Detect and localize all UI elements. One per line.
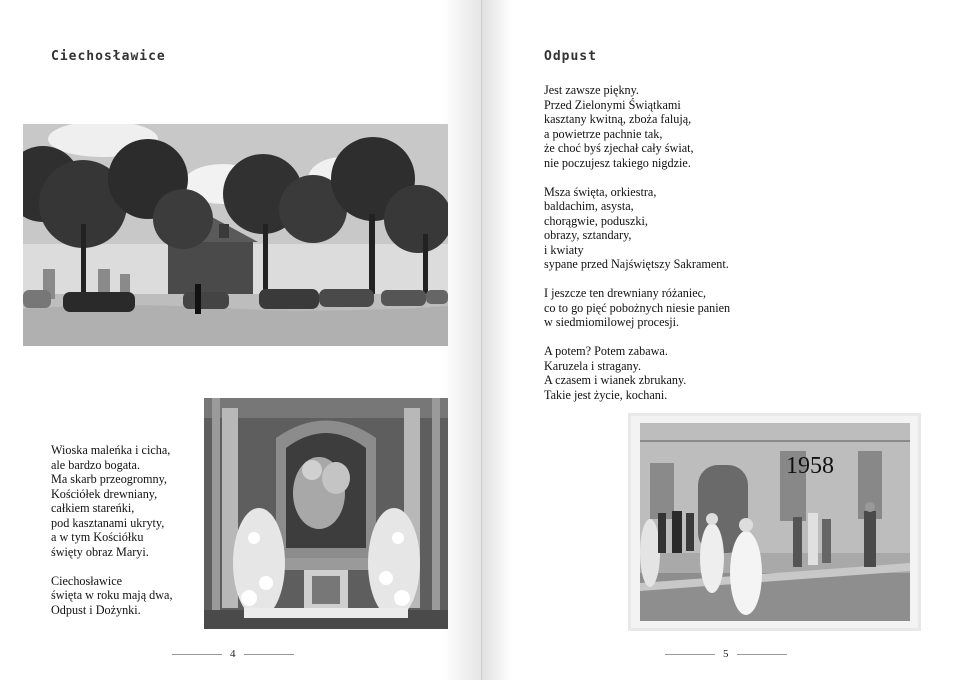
poem-line: nie poczujesz takiego nigdzie. xyxy=(544,155,691,170)
poem-line: Ma skarb przeogromny, xyxy=(51,472,167,486)
folio-rule xyxy=(172,654,222,655)
poem-line: I jeszcze ten drewniany różaniec, xyxy=(544,286,707,300)
poem-line: a powietrze pachnie tak, xyxy=(544,126,663,141)
right-gutter-shadow xyxy=(482,0,512,680)
poem-line: Takie jest życie, kochani. xyxy=(544,387,668,402)
left-page-title: Ciechosławice xyxy=(51,49,166,64)
poem-line: obrazy, sztandary, xyxy=(544,228,632,242)
procession-photo xyxy=(628,413,921,631)
right-page-title: Odpust xyxy=(544,49,597,64)
poem-line: święta w roku mają dwa, xyxy=(51,588,173,602)
photo-year-stamp: 1958 xyxy=(786,453,834,479)
poem-line: sypane przed Najświętszy Sakrament. xyxy=(544,257,729,271)
right-page-number xyxy=(665,648,787,660)
right-poem-stanza-4 xyxy=(544,344,730,402)
right-poem-stanza-3 xyxy=(544,286,730,330)
folio-rule xyxy=(244,654,294,655)
folio-rule xyxy=(665,654,715,655)
poem-line: całkiem stareńki, xyxy=(51,501,135,515)
poem-line: pod kasztanami ukryty, xyxy=(51,515,165,530)
poem-line: Kościółek drewniany, xyxy=(51,486,158,501)
poem-line: w siedmiomilowej procesji. xyxy=(544,315,680,329)
page-number: 5 xyxy=(723,648,729,660)
poem-line: Przed Zielonymi Świątkami xyxy=(544,97,681,112)
poem-line: A czasem i wianek zbrukany. xyxy=(544,373,687,387)
left-page-number xyxy=(172,648,294,660)
poem-line: Wioska maleńka i cicha, xyxy=(51,443,171,457)
poem-line: chorągwie, poduszki, xyxy=(544,213,648,228)
poem-line: Jest zawsze piękny. xyxy=(544,83,639,97)
poem-line: co to go pięć pobożnych niesie panien xyxy=(544,300,731,315)
poem-line: że choć byś zjechał cały świat, xyxy=(544,141,694,155)
right-poem-stanza-2 xyxy=(544,185,730,272)
left-gutter-shadow xyxy=(442,0,482,680)
church-photo xyxy=(23,124,448,346)
poem-line: Odpust i Dożynki. xyxy=(51,602,141,617)
left-poem-stanza-1 xyxy=(51,443,173,559)
left-poem xyxy=(51,443,173,632)
page-number: 4 xyxy=(230,648,236,660)
poem-line: Karuzela i stragany. xyxy=(544,358,641,373)
poem-line: A potem? Potem zabawa. xyxy=(544,344,668,358)
poem-line: Ciechosławice xyxy=(51,573,123,588)
folio-rule xyxy=(737,654,787,655)
right-poem-stanza-1 xyxy=(544,83,730,170)
right-poem xyxy=(544,83,730,417)
poem-line: a w tym Kościółku xyxy=(51,530,144,544)
right-page xyxy=(482,0,964,680)
poem-line: kasztany kwitną, zboża falują, xyxy=(544,112,692,126)
poem-line: i kwiaty xyxy=(544,242,584,257)
poem-line: Msza święta, orkiestra, xyxy=(544,184,657,199)
altar-photo xyxy=(204,398,448,629)
poem-line: ale bardzo bogata. xyxy=(51,457,140,472)
poem-line: święty obraz Maryi. xyxy=(51,544,149,559)
poem-line: baldachim, asysta, xyxy=(544,199,634,213)
left-poem-stanza-2 xyxy=(51,574,173,618)
